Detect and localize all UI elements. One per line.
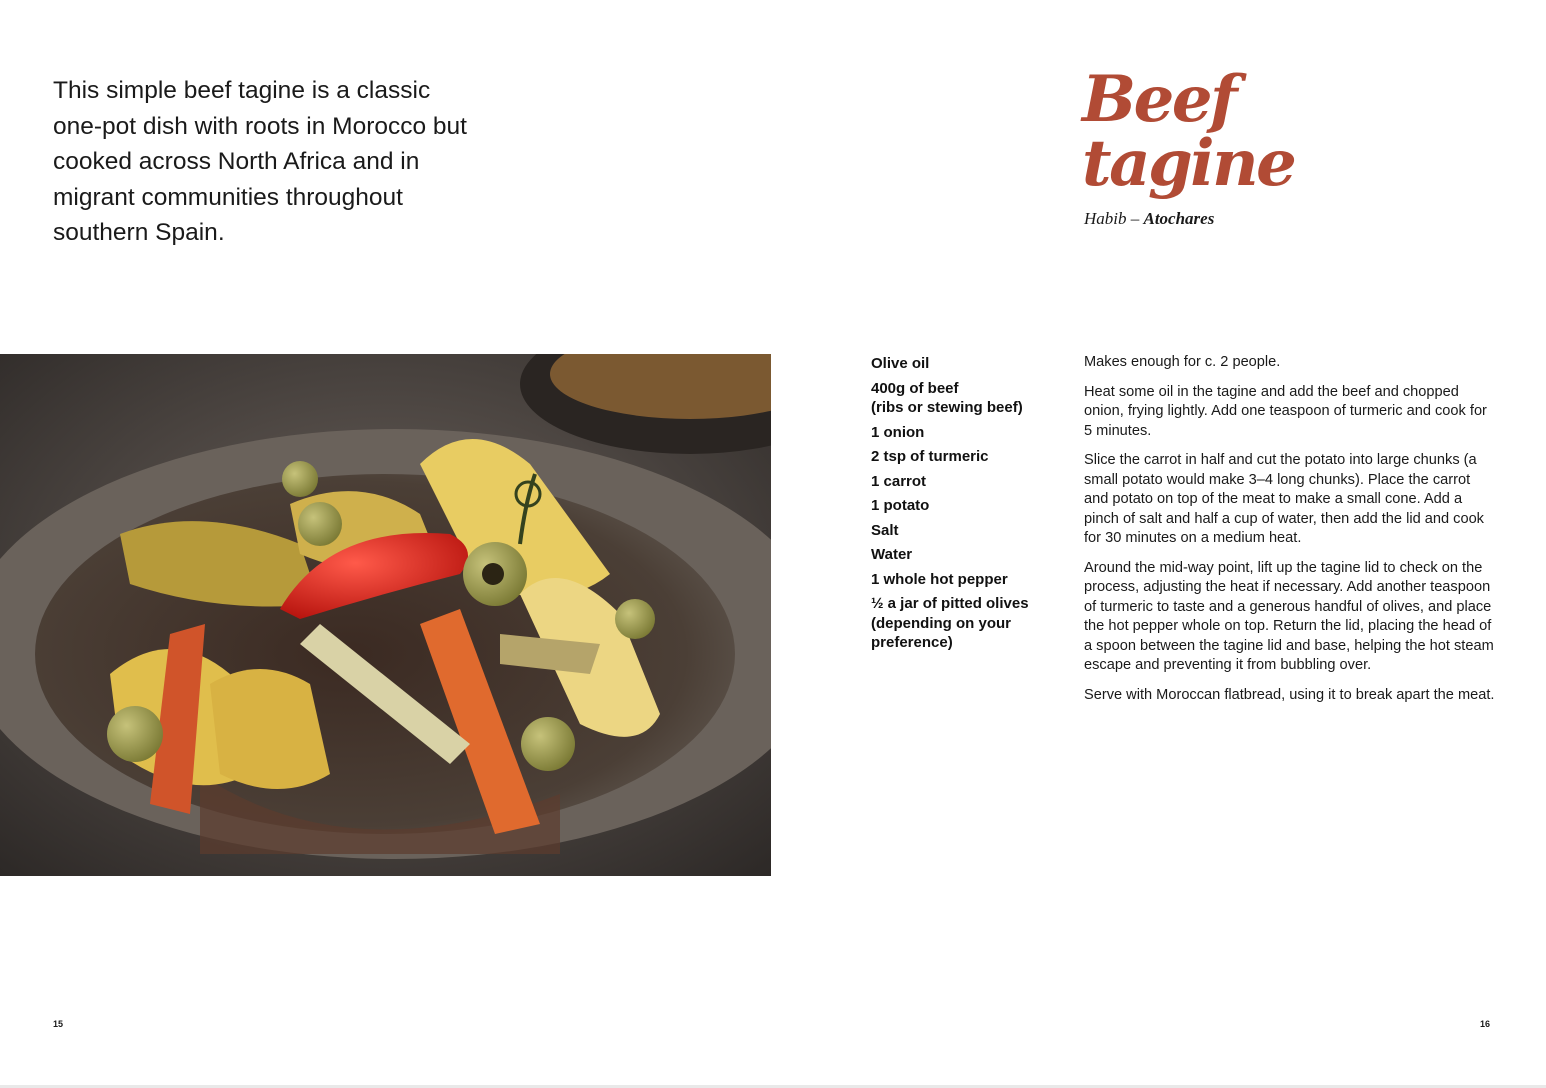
recipe-byline bbox=[1084, 209, 1214, 229]
ingredient-item: Olive oil bbox=[871, 355, 930, 372]
method-paragraph: Makes enough for c. 2 people. bbox=[1084, 354, 1281, 370]
tagine-photo-illustration bbox=[0, 354, 771, 876]
tagine-photo bbox=[0, 354, 771, 876]
ingredient-item: 2 tsp of turmeric bbox=[871, 448, 989, 465]
page-number-right: 16 bbox=[1480, 1019, 1491, 1029]
ingredient-item: ½ a jar of pitted olives (depending on your preference) bbox=[871, 595, 1029, 651]
method-paragraph: Heat some oil in the tagine and add the beef and chopped onion, frying lightly. Add one teaspoon of turmeric and cook for 5 minutes. bbox=[1084, 383, 1487, 439]
byline-separator: – bbox=[1126, 209, 1144, 228]
intro-text: This simple beef tagine is a classic one-pot dish with roots in Morocco but cooked across North Africa and in migrant communities throughout southern Spain. bbox=[53, 77, 467, 246]
ingredient-item: 1 potato bbox=[871, 497, 930, 514]
ingredient-item: 1 carrot bbox=[871, 472, 927, 490]
ingredient-item: Water bbox=[871, 546, 913, 563]
author-name: Habib bbox=[1084, 209, 1127, 228]
method-steps bbox=[1084, 353, 1496, 715]
recipe-title bbox=[1082, 62, 1295, 201]
ingredient-item: 400g of beef (ribs or stewing beef) bbox=[871, 379, 1023, 416]
ingredient-item: 1 whole hot pepper bbox=[871, 570, 1008, 588]
recipe-title-line-1: Beef bbox=[1082, 62, 1236, 137]
recipe-title-line-2: tagine bbox=[1082, 126, 1295, 201]
method-paragraph: Around the mid-way point, lift up the tagine lid to check on the process, adjusting the heat if necessary. Add another teaspoon of turmeric to taste and a generous handful of olives, and place the hot pepper whole on top. Return the lid, placing the head of a spoon between the tagine lid and base, helping the hot steam escape and preventing it from bubbling over. bbox=[1084, 559, 1494, 673]
ingredients-list bbox=[871, 354, 1066, 658]
method-paragraph: Slice the carrot in half and cut the potato into large chunks (a small potato would make 3–4 long chunks). Place the carrot and potato on top of the meat to make a small cone. Add a pinch of salt and half a cup of water, then add the lid and cook for 30 minutes on a medium heat. bbox=[1084, 452, 1484, 546]
ingredient-item: 1 onion bbox=[871, 423, 925, 441]
author-place: Atochares bbox=[1143, 209, 1215, 228]
page-number-left: 15 bbox=[53, 1019, 64, 1029]
method-paragraph: Serve with Moroccan flatbread, using it to break apart the meat. bbox=[1084, 686, 1495, 703]
ingredient-item: Salt bbox=[871, 521, 899, 539]
